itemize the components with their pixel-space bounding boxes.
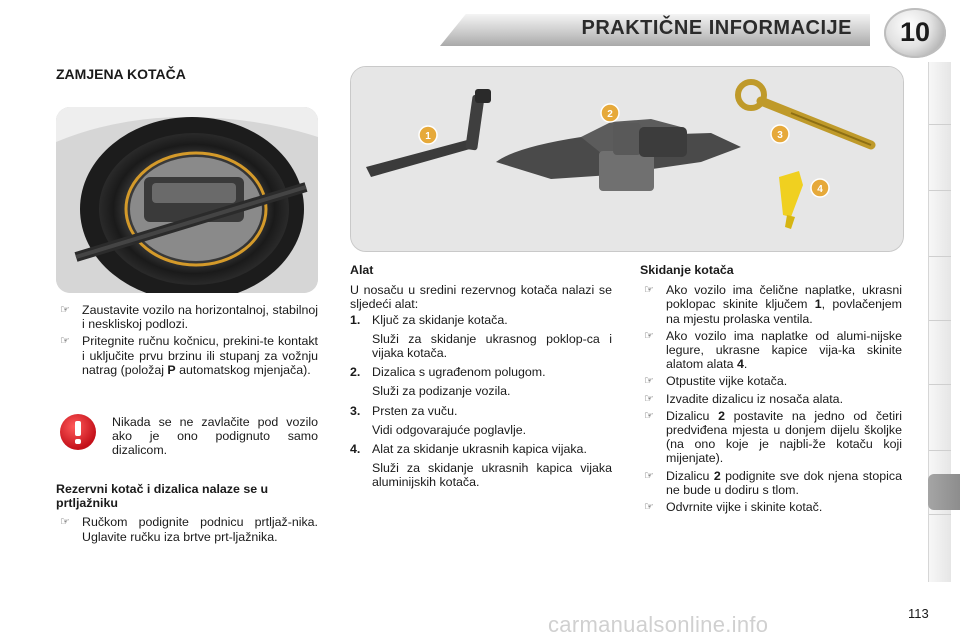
callout-3: [771, 125, 789, 143]
list-item: ☞ Pritegnite ručnu kočnicu, prekini-te kontakt i uključite prvu brzinu ili stupanj za vožnju natrag (položaj P automatskog mjenjača).: [60, 334, 318, 377]
list-item: ☞ Ručkom podignite podnicu prtljaž-nika. Uglavite ručku iza brtve prt-ljažnika.: [60, 515, 318, 544]
tools-intro: U nosaču u sredini rezervnog kotača nalazi se sljedeći alat:: [350, 283, 612, 312]
rail-divider: [929, 450, 951, 451]
left-column-lower: [56, 482, 318, 544]
list-item: ☞ Dizalicu 2 postavite na jedno od četiri predviđena mjesta u donjem dijelu školjke (na ono koje je najbli-že kotaču koji mijenjate).: [644, 408, 902, 466]
list-item: ☞ Zaustavite vozilo na horizontalnoj, stabilnoj i neskliskoj podlozi.: [60, 303, 318, 332]
list-item: ☞ Dizalicu 2 podignite sve dok njena stopica ne bude u dodiru s tlom.: [644, 468, 902, 497]
tools-photo: [350, 66, 904, 252]
pointing-hand-icon: ☞: [644, 375, 654, 388]
subheading-wheel-removal: Skidanje kotača: [640, 263, 734, 277]
svg-text:4: 4: [817, 184, 823, 195]
list-item: ☞ Odvrnite vijke i skinite kotač.: [644, 500, 823, 515]
middle-column: [350, 263, 612, 490]
list-item: ☞ Izvadite dizalicu iz nosača alata.: [644, 391, 844, 406]
tool-kit-illustration: [351, 67, 903, 251]
subheading-tools: Alat: [350, 263, 374, 277]
chapter-badge: [884, 8, 946, 58]
rail-divider: [929, 190, 951, 191]
pointing-hand-icon: ☞: [60, 516, 70, 529]
list-item: ☞ Otpustite vijke kotača.: [644, 374, 788, 389]
rail-divider: [929, 320, 951, 321]
tool-item: 2. Dizalica s ugrađenom polugom.: [350, 365, 546, 380]
right-column: [640, 263, 902, 514]
svg-text:1: 1: [425, 131, 431, 142]
pointing-hand-icon: ☞: [644, 284, 654, 297]
pointing-hand-icon: ☞: [60, 335, 70, 348]
rail-divider: [929, 514, 951, 515]
list-item: ☞ Ako vozilo ima čelične naplatke, ukrasni poklopac skinite ključem 1, povlačenjem na mjestu prolaska ventila.: [644, 283, 902, 326]
tool-desc: Služi za skidanje ukrasnog poklop-ca i vijaka kotača.: [372, 331, 612, 361]
chapter-title: PRAKTIČNE INFORMACIJE: [581, 17, 852, 39]
warning-text: Nikada se ne zavlačite pod vozilo ako je ono podignuto samo dizalicom.: [112, 415, 318, 458]
page-header: [0, 0, 960, 56]
rail-divider: [929, 256, 951, 257]
pointing-hand-icon: ☞: [644, 392, 654, 405]
tool-desc: Vidi odgovarajuće poglavlje.: [372, 422, 527, 437]
chapter-tab-active[interactable]: [928, 474, 960, 510]
tool-item: 4. Alat za skidanje ukrasnih kapica vijaka.: [350, 442, 587, 457]
svg-text:3: 3: [777, 130, 783, 141]
rail-divider: [929, 124, 951, 125]
callout-1: [419, 126, 437, 144]
chapter-number: 10: [899, 17, 931, 47]
page-number: 113: [908, 606, 929, 621]
spare-wheel-photo: [56, 107, 318, 293]
pointing-hand-icon: ☞: [644, 501, 654, 514]
pointing-hand-icon: ☞: [644, 329, 654, 342]
pointing-hand-icon: ☞: [644, 469, 654, 482]
watermark: carmanualsonline.info: [548, 612, 769, 637]
svg-text:2: 2: [607, 109, 613, 120]
section-title: ZAMJENA KOTAČA: [56, 66, 186, 82]
subheading-spare-wheel: Rezervni kotač i dizalica nalaze se u prtljažniku: [56, 482, 269, 511]
left-column: [56, 303, 318, 377]
list-item: ☞ Ako vozilo ima naplatke od alumi-nijske legure, ukrasne kapice vija-ka skinite alatom alata 4.: [644, 328, 902, 372]
warning-icon: [60, 414, 96, 450]
spare-wheel-illustration: [56, 107, 318, 293]
pointing-hand-icon: ☞: [60, 304, 70, 316]
rail-divider: [929, 384, 951, 385]
pointing-hand-icon: ☞: [644, 409, 654, 422]
tool-item: 3. Prsten za vuču.: [350, 403, 458, 418]
tool-desc: Služi za podizanje vozila.: [372, 384, 511, 399]
callout-4: [811, 179, 829, 197]
tool-item: 1. Ključ za skidanje kotača.: [350, 312, 508, 327]
callout-2: [601, 104, 619, 122]
tool-desc: Služi za skidanje ukrasnih kapica vijaka aluminijskih kotača.: [372, 461, 612, 490]
